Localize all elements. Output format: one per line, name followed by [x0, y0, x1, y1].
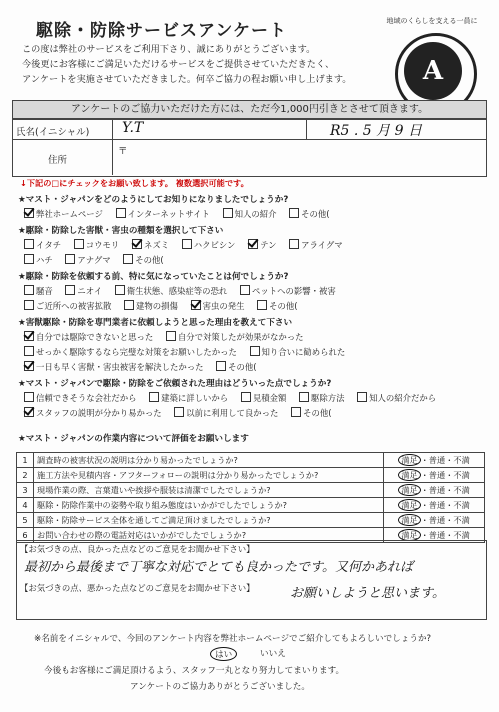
option-checkbox[interactable]: せっかく駆除するなら完璧な対策をお願いしたかった	[24, 346, 237, 358]
option-row	[24, 361, 267, 373]
option-checkbox[interactable]: 騒音	[24, 285, 53, 297]
option-checkbox[interactable]: 見積金額	[241, 392, 287, 404]
option-row	[24, 407, 342, 419]
good-points-label: 【お気づきの点、良かった点などのご意見をお聞かせ下さい】	[20, 544, 255, 554]
option-checkbox[interactable]: 一日も早く害獣・害虫被害を解決したかった	[24, 361, 204, 373]
option-checkbox[interactable]: アナグマ	[65, 254, 110, 266]
option-checkbox[interactable]: アライグマ	[289, 239, 342, 251]
question-heading: ★駆除・防除を依頼する前、特に気になっていたことは何でしょうか?	[18, 272, 289, 282]
question-heading: ★害獣駆除・防除を専門業者に依頼しようと思った理由を教えて下さい	[18, 318, 293, 328]
date-field[interactable]: R5 . 5 月 9 日	[330, 123, 422, 139]
option-checkbox[interactable]: コウモリ	[74, 239, 120, 251]
option-row	[24, 331, 314, 343]
address-label: 住所	[48, 155, 68, 166]
option-checkbox[interactable]: テン	[248, 239, 276, 251]
intro-line: この度は弊社のサービスをご利用下さり、誠にありがとうございます。	[22, 44, 316, 55]
option-checkbox[interactable]: ニオイ	[65, 285, 102, 297]
rating-choice[interactable]: 満足 ・普通・不満	[384, 453, 485, 468]
rating-table	[16, 452, 485, 543]
consent-yes-option[interactable]: はい	[210, 647, 237, 661]
intro-line: 今後更にお客様にご満足いただけるサービスをご提供させていただきたく、	[22, 59, 335, 70]
table-row: 2 施工方法や見積内容・アフターフォローの説明は分かり易かったでしょうか? 満足 ・普通・不満	[17, 468, 485, 483]
option-checkbox[interactable]: インターネットサイト	[116, 208, 210, 220]
option-row	[24, 285, 346, 297]
rating-choice[interactable]: 満足 ・普通・不満	[384, 528, 485, 543]
option-checkbox[interactable]: その他(	[216, 361, 256, 373]
rating-question: お問い合わせの際の電話対応はいかがでしたでしょうか?	[34, 528, 384, 543]
option-checkbox[interactable]: 弊社ホームページ	[24, 208, 103, 220]
option-checkbox[interactable]: 知り合いに勧められた	[250, 346, 346, 358]
option-row	[24, 239, 353, 251]
option-checkbox[interactable]: 害虫の発生	[191, 300, 245, 312]
table-row: 6 お問い合わせの際の電話対応はいかがでしたでしょうか? 満足 ・普通・不満	[17, 528, 485, 543]
rating-question: 駆除・防除作業中の姿勢や取り組み態度はいかがでしたでしょうか?	[34, 498, 384, 513]
intro-text	[22, 42, 362, 87]
rating-choice[interactable]: 満足 ・普通・不満	[384, 498, 485, 513]
option-checkbox[interactable]: イタチ	[24, 239, 61, 251]
rating-choice[interactable]: 満足 ・普通・不満	[384, 483, 485, 498]
option-checkbox[interactable]: 知人の紹介	[223, 208, 277, 220]
bad-points-label: 【お気づきの点、悪かった点などのご意見をお聞かせ下さい】	[20, 583, 255, 593]
option-checkbox[interactable]: 建物の損傷	[124, 300, 178, 312]
rating-heading: ★マスト・ジャパンの作業内容について評価をお願いします	[18, 434, 249, 444]
question-heading: ★マスト・ジャパンをどのようにしてお知りになりましたでしょうか?	[18, 195, 289, 205]
discount-banner: アンケートのご協力いただけた方には、ただ今1,000円引きとさせて頂きます。	[12, 100, 487, 119]
rating-question: 調査時の被害状況の説明は分かり易かったでしょうか?	[34, 453, 384, 468]
option-checkbox[interactable]: その他(	[291, 407, 331, 419]
address-field[interactable]: 〒	[118, 146, 128, 157]
option-row	[24, 254, 174, 266]
rating-question: 駆除・防除サービス全体を通してご満足頂けましたでしょうか?	[34, 513, 384, 528]
bad-points-field[interactable]: お願いしようと思います。	[290, 586, 445, 601]
question-heading: ★駆除・防除した害獣・害虫の種類を選択して下さい	[18, 226, 224, 236]
rating-choice[interactable]: 満足 ・普通・不満	[384, 468, 485, 483]
option-checkbox[interactable]: その他(	[257, 300, 297, 312]
option-checkbox[interactable]: ハチ	[24, 254, 53, 266]
option-checkbox[interactable]: 信頼できそうな会社だから	[24, 392, 137, 404]
option-row	[24, 300, 308, 312]
intro-line: アンケートを実施させていただきました。何卒ご協力の程お願い申し上げます。	[22, 74, 352, 85]
option-checkbox[interactable]: 駆除方法	[299, 392, 345, 404]
option-row	[24, 208, 340, 220]
option-row	[24, 346, 355, 358]
rating-choice[interactable]: 満足 ・普通・不満	[384, 513, 485, 528]
good-points-field[interactable]: 最初から最後まで丁寧な対応でとても良かったです。又何かあれば	[24, 560, 413, 575]
instruction-note: ↓下記の□にチェックをお願い致します。 複数選択可能です。	[20, 178, 249, 188]
option-checkbox[interactable]: その他(	[123, 254, 163, 266]
option-row	[24, 392, 446, 404]
consent-no-option[interactable]: いいえ	[260, 649, 286, 659]
logo-mark: A	[404, 42, 462, 100]
option-checkbox[interactable]: ネズミ	[132, 239, 169, 251]
thanks-message: アンケートのご協力ありがとうございました。	[130, 682, 310, 692]
table-row: 4 駆除・防除作業中の姿勢や取り組み態度はいかがでしたでしょうか? 満足 ・普通・不満	[17, 498, 485, 513]
closing-message: 今後もお客様にご満足頂けるよう、スタッフ一丸となり努力してまいります。	[44, 666, 345, 676]
rating-question: 現場作業の際、言葉遣いや挨拶や服装は清潔でしたでしょうか?	[34, 483, 384, 498]
option-checkbox[interactable]: 自分で対策したが効果がなかった	[166, 331, 304, 343]
consent-question: ※名前をイニシャルで、今回のアンケート内容を弊社ホームページでご紹介してもよろしいでしょうか?	[34, 634, 432, 644]
logo-tagline: 地域のくらしを支える一員に	[386, 17, 478, 25]
table-row: 5 駆除・防除サービス全体を通してご満足頂けましたでしょうか? 満足 ・普通・不満	[17, 513, 485, 528]
option-checkbox[interactable]: 知人の紹介だから	[357, 392, 436, 404]
option-checkbox[interactable]: 建築に詳しいから	[149, 392, 228, 404]
option-checkbox[interactable]: 衛生状態、感染症等の恐れ	[115, 285, 228, 297]
option-checkbox[interactable]: スタッフの説明が分かり易かった	[24, 407, 162, 419]
table-row: 1 調査時の被害状況の説明は分かり易かったでしょうか? 満足 ・普通・不満	[17, 453, 485, 468]
option-checkbox[interactable]: 以前に利用して良かった	[174, 407, 278, 419]
name-field[interactable]: Y.T	[122, 120, 144, 136]
question-heading: ★マスト・ジャパンで駆除・防除をご依頼された理由はどういった点でしょうか?	[18, 379, 332, 389]
option-checkbox[interactable]: ペットへの影響・被害	[240, 285, 336, 297]
option-checkbox[interactable]: ハクビシン	[182, 239, 236, 251]
rating-question: 施工方法や見積内容・アフターフォローの説明は分かり易かったでしょうか?	[34, 468, 384, 483]
option-checkbox[interactable]: 自分では駆除できないと思った	[24, 331, 153, 343]
name-label: 氏名(イニシャル)	[16, 127, 90, 138]
table-row: 3 現場作業の際、言葉遣いや挨拶や服装は清潔でしたでしょうか? 満足 ・普通・不満	[17, 483, 485, 498]
option-checkbox[interactable]: その他(	[289, 208, 329, 220]
survey-title: 駆除・防除サービスアンケート	[36, 21, 287, 41]
option-checkbox[interactable]: ご近所への被害拡散	[24, 300, 111, 312]
